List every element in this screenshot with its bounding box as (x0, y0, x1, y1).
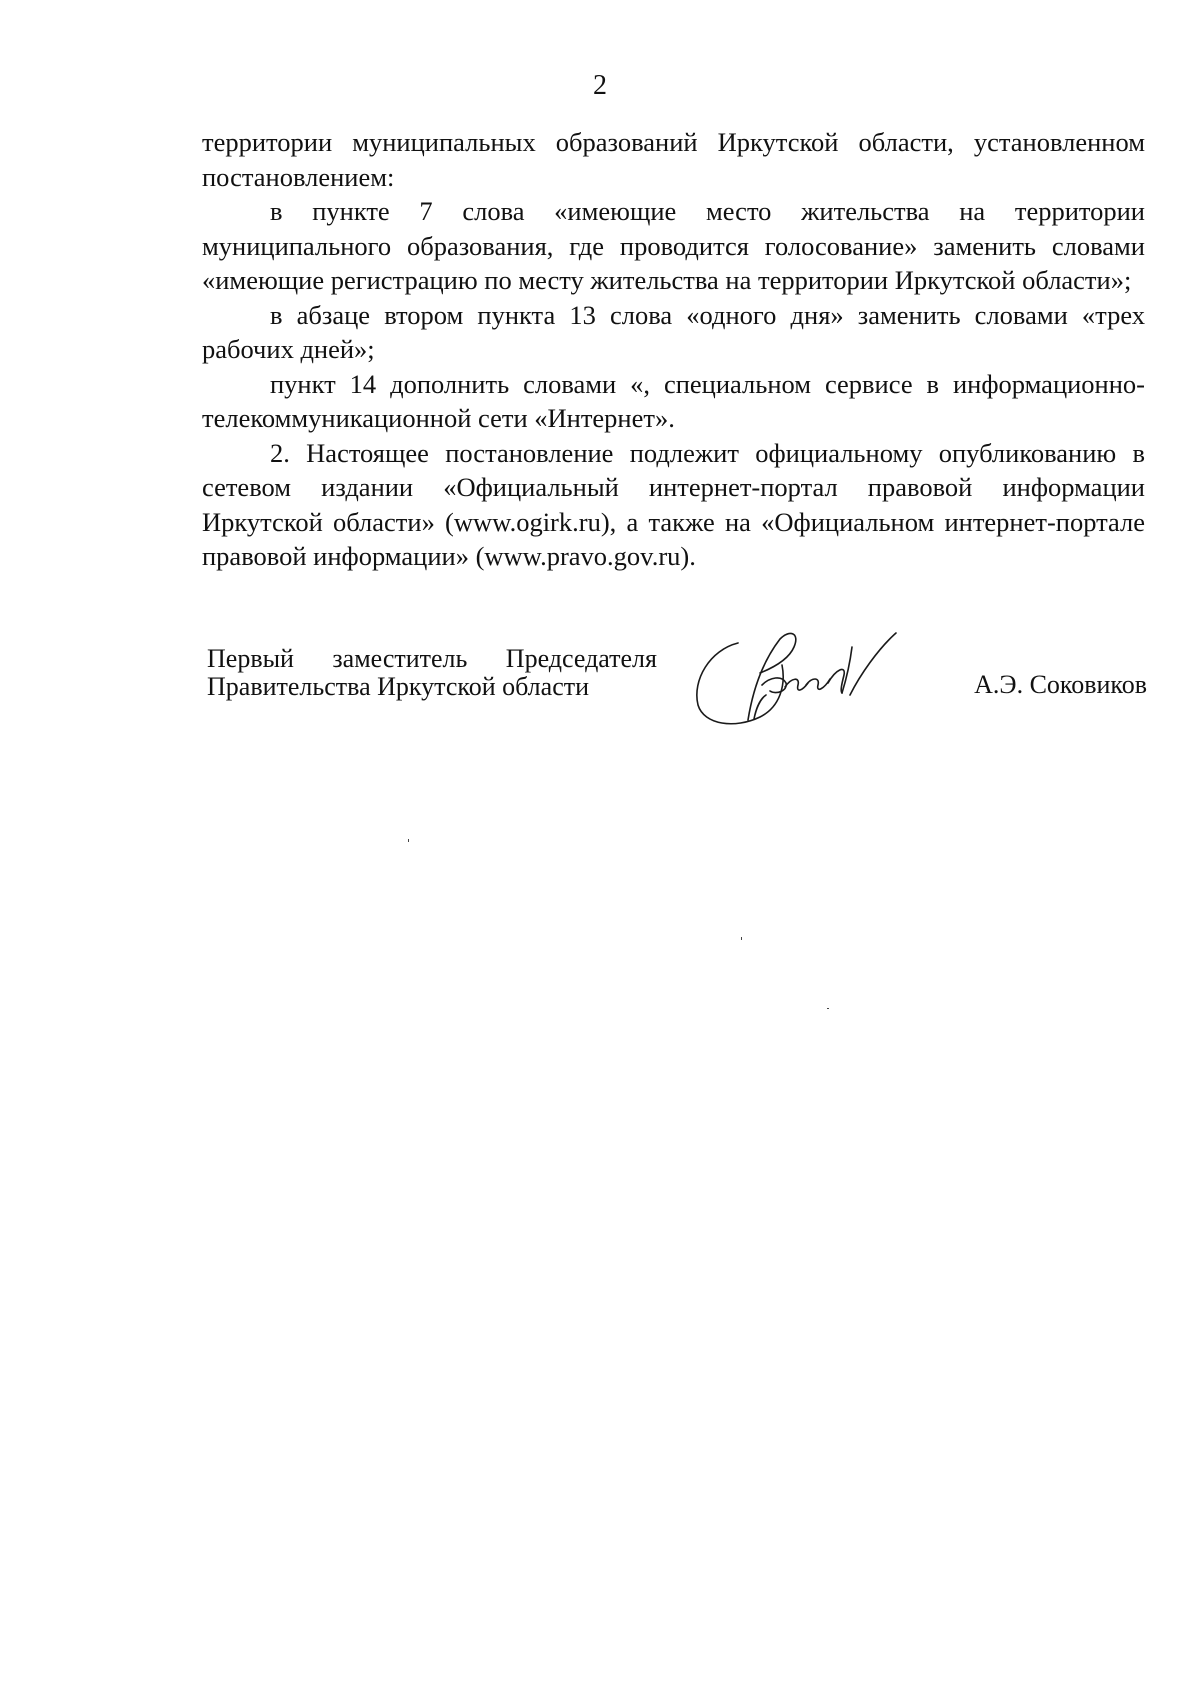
paragraph-publication: 2. Настоящее постановление подлежит официальному опубликованию в сетевом издании «Официальный интернет-портал правовой информации Иркутской области» (www.ogirk.ru), а также на «Официальном интернет-портале правовой информации» (www.pravo.gov.ru). (202, 437, 1145, 571)
paragraph-item-7: в пункте 7 слова «имеющие место жительства на территории муниципального образования, где проводится голосование» заменить словами «имеющие регистрацию по месту жительства на территории Иркутской области»; (202, 196, 1145, 295)
paragraph-item-13: в абзаце втором пункта 13 слова «одного дня» заменить словами «трех рабочих дней»; (202, 299, 1145, 364)
signer-title-line2: Правительства Иркутской области (207, 672, 590, 701)
scan-speck (827, 1008, 829, 1009)
scan-speck (741, 937, 742, 940)
paragraph-continuation: территории муниципальных образований Иркутской области, установленном постановлением: (202, 127, 1145, 192)
signer-title (207, 645, 657, 701)
signer-title-line1: Первый заместитель Председателя (207, 644, 657, 673)
paragraph-item-14: пункт 14 дополнить словами «, специальном сервисе в информационно-телекоммуникационной сети «Интернет». (202, 368, 1145, 433)
handwritten-signature (690, 625, 910, 730)
page-number: 2 (593, 70, 607, 101)
scan-speck (408, 839, 409, 842)
signer-name: А.Э. Соковиков (974, 670, 1147, 699)
